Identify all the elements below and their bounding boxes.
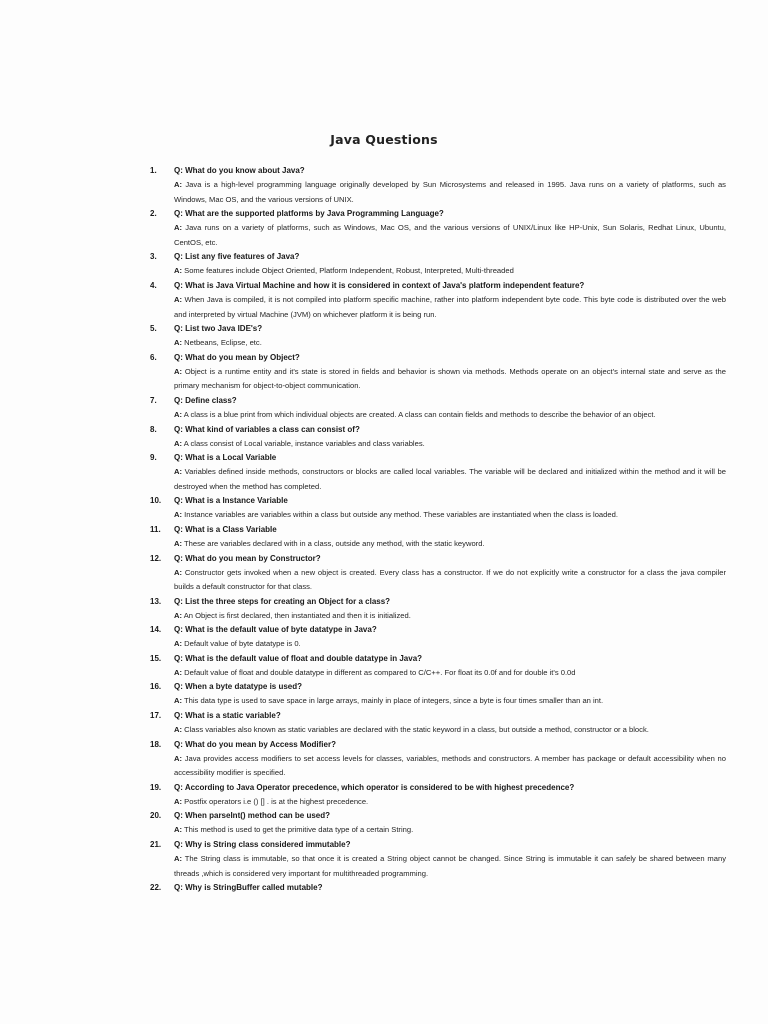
- question-number: 14.: [150, 625, 162, 635]
- question-text: Q: What do you know about Java?: [174, 166, 305, 175]
- question-text: Q: What is a Instance Variable: [174, 496, 288, 506]
- question-text: Q: What are the supported platforms by Java Programming Language?: [174, 209, 444, 219]
- question-number: 1.: [150, 166, 157, 175]
- answer-prefix: A:: [174, 610, 183, 620]
- answer-text: [174, 752, 726, 781]
- answer-text: [174, 365, 726, 394]
- question-number: 2.: [150, 209, 157, 219]
- answer-prefix: A:: [174, 223, 183, 233]
- answer-prefix: A:: [174, 266, 183, 276]
- question-number: 8.: [150, 424, 157, 434]
- answer-prefix: A:: [174, 338, 183, 348]
- answer-text: [174, 465, 726, 494]
- question-text: Q: What do you mean by Constructor?: [174, 553, 321, 563]
- question-text: Q: What do you mean by Access Modifier?: [174, 739, 336, 749]
- answer-body: Default value of byte datatype is 0.: [184, 639, 301, 649]
- question-number: 3.: [150, 252, 157, 262]
- question-item: [150, 881, 726, 895]
- answer-text: [174, 537, 726, 552]
- question-item: [150, 423, 726, 452]
- question-text: Q: List the three steps for creating an Object for a class?: [174, 596, 391, 606]
- question-item: [150, 623, 726, 652]
- answer-text: [174, 637, 726, 652]
- question-number: 9.: [150, 453, 157, 463]
- answer-prefix: A:: [174, 538, 183, 548]
- question-number: 7.: [150, 395, 157, 405]
- answer-prefix: A:: [174, 725, 183, 735]
- answer-body: An Object is first declared, then instantiated and then it is initialized.: [183, 610, 411, 620]
- question-text: Q: What is a static variable?: [174, 711, 281, 721]
- answer-text: [174, 723, 726, 738]
- question-item: [150, 451, 726, 494]
- answer-body: Default value of float and double datatype in different as compared to C/C++. For float its 0.0f and for double it's 0.0d: [184, 667, 576, 677]
- question-item: [150, 552, 726, 595]
- question-number: 22.: [150, 883, 162, 893]
- answer-prefix: A:: [174, 366, 183, 376]
- answer-prefix: A:: [174, 696, 183, 706]
- answer-prefix: A:: [174, 639, 183, 649]
- answer-prefix: A:: [174, 294, 183, 304]
- question-item: [150, 680, 726, 709]
- answer-body: This method is used to get the primitive data type of a certain String.: [184, 825, 414, 835]
- answer-text: [174, 852, 726, 881]
- answer-text: [174, 795, 726, 810]
- question-text: Q: What is Java Virtual Machine and how it is considered in context of Java's platform independent feature?: [174, 280, 585, 290]
- answer-prefix: A:: [174, 567, 183, 577]
- answer-body: These are variables declared with in a class, outside any method, with the static keyword.: [184, 538, 485, 548]
- question-number: 5.: [150, 324, 157, 334]
- question-number: 6.: [150, 352, 157, 362]
- answer-prefix: A:: [174, 467, 183, 477]
- question-text: Q: What is the default value of float and double datatype in Java?: [174, 653, 423, 663]
- question-item: [150, 351, 726, 394]
- answer-body: Java runs on a variety of platforms, such as Windows, Mac OS, and the various versions of UNIX/Linux like HP-Unix, Sun Solaris, Redhat Linux, Ubuntu, CentOS, etc.: [174, 223, 726, 247]
- question-item: [150, 838, 726, 881]
- answer-body: Postfix operators i.e () [] . is at the highest precedence.: [184, 796, 369, 806]
- answer-text: [174, 408, 726, 423]
- answer-prefix: A:: [174, 796, 183, 806]
- answer-prefix: A:: [174, 510, 183, 520]
- question-item: [150, 250, 726, 279]
- answer-text: [174, 336, 726, 351]
- question-list: [150, 164, 726, 895]
- page-title: Java Questions: [330, 132, 438, 147]
- question-text: Q: According to Java Operator precedence, which operator is considered to be with highest precedence?: [174, 782, 575, 792]
- answer-prefix: A:: [174, 180, 183, 189]
- question-text: Q: What do you mean by Object?: [174, 352, 300, 362]
- answer-body: This data type is used to save space in large arrays, mainly in place of integers, since a byte is four times smaller than an int.: [184, 696, 604, 706]
- answer-prefix: A:: [174, 854, 183, 864]
- answer-body: Java provides access modifiers to set access levels for classes, variables, methods and constructors. A member has package or default accessibility when no accessibility modifier is specified.: [174, 753, 726, 778]
- answer-prefix: A:: [174, 825, 183, 835]
- question-item: [150, 164, 726, 207]
- question-item: [150, 394, 726, 423]
- question-number: 10.: [150, 496, 162, 506]
- question-item: [150, 494, 726, 523]
- question-text: Q: Why is StringBuffer called mutable?: [174, 883, 323, 893]
- question-text: Q: What is the default value of byte datatype in Java?: [174, 625, 377, 635]
- question-number: 18.: [150, 739, 162, 749]
- answer-text: [174, 666, 726, 681]
- question-text: Q: When a byte datatype is used?: [174, 682, 303, 692]
- question-number: 16.: [150, 682, 162, 692]
- question-item: [150, 809, 726, 838]
- answer-body: A class is a blue print from which individual objects are created. A class can contain fields and methods to describe the behavior of an object.: [183, 409, 656, 419]
- question-number: 11.: [150, 524, 161, 534]
- question-text: Q: When parseInt() method can be used?: [174, 811, 331, 821]
- answer-body: Netbeans, Eclipse, etc.: [184, 338, 262, 348]
- answer-text: [174, 823, 726, 838]
- answer-body: Variables defined inside methods, constructors or blocks are called local variables. The variable will be declared and initialized within the method and it will be destroyed when the method has completed.: [174, 467, 726, 491]
- question-item: [150, 781, 726, 810]
- answer-body: A class consist of Local variable, instance variables and class variables.: [183, 438, 425, 448]
- answer-body: Java is a high-level programming language originally developed by Sun Microsystems and released in 1995. Java runs on a variety of platforms, such as Windows, Mac OS, and the various versions of UNIX.: [174, 180, 726, 204]
- answer-body: Some features include Object Oriented, Platform Independent, Robust, Interpreted, Multi-threaded: [184, 266, 514, 276]
- question-item: [150, 322, 726, 351]
- question-number: 17.: [150, 711, 162, 721]
- question-item: [150, 595, 726, 624]
- question-number: 15.: [150, 653, 162, 663]
- question-number: 4.: [150, 280, 157, 290]
- answer-text: [174, 566, 726, 595]
- question-text: Q: What is a Local Variable: [174, 453, 277, 463]
- answer-text: [174, 508, 726, 523]
- question-item: [150, 207, 726, 250]
- question-number: 12.: [150, 553, 162, 563]
- answer-prefix: A:: [174, 438, 183, 448]
- question-item: [150, 738, 726, 781]
- answer-prefix: A:: [174, 753, 183, 763]
- answer-text: [174, 293, 726, 322]
- question-text: Q: List two Java IDE's?: [174, 324, 263, 334]
- question-number: 19.: [150, 782, 162, 792]
- answer-text: [174, 264, 726, 279]
- question-text: Q: What kind of variables a class can consist of?: [174, 424, 360, 434]
- answer-text: [174, 694, 726, 709]
- question-item: [150, 652, 726, 681]
- question-number: 21.: [150, 840, 162, 850]
- question-number: 20.: [150, 811, 162, 821]
- question-item: [150, 523, 726, 552]
- question-text: Q: Why is String class considered immutable?: [174, 840, 351, 850]
- answer-body: Instance variables are variables within a class but outside any method. These variables are instantiated when the class is loaded.: [184, 510, 618, 520]
- answer-text: [174, 609, 726, 624]
- question-text: Q: Define class?: [174, 395, 237, 405]
- answer-body: The String class is immutable, so that once it is created a String object cannot be changed. Since String is immutable it can safely be shared between many threads ,which is considered very important for multithreaded programming.: [174, 854, 726, 878]
- answer-text: [174, 437, 726, 452]
- answer-body: When Java is compiled, it is not compiled into platform specific machine, rather into platform independent byte code. This byte code is distributed over the web and interpreted by virtual Machine (JVM) on whichever platform it is being run.: [174, 294, 726, 319]
- answer-body: Class variables also known as static variables are declared with the static keyword in a class, but outside a method, constructor or a block.: [184, 725, 649, 735]
- question-text: Q: What is a Class Variable: [174, 524, 277, 534]
- question-item: [150, 279, 726, 322]
- answer-text: [174, 221, 726, 250]
- question-text: Q: List any five features of Java?: [174, 252, 300, 262]
- answer-prefix: A:: [174, 667, 183, 677]
- question-item: [150, 709, 726, 738]
- answer-text: [174, 178, 726, 207]
- answer-prefix: A:: [174, 409, 183, 419]
- question-number: 13.: [150, 596, 162, 606]
- answer-body: Object is a runtime entity and it's state is stored in fields and behavior is shown via methods. Methods operate on an object's internal state and serve as the primary mechanism for object-to-object communication.: [174, 366, 726, 391]
- answer-body: Constructor gets invoked when a new object is created. Every class has a constructor. If we do not explicitly write a constructor for a class the java compiler builds a default constructor for that class.: [174, 567, 726, 592]
